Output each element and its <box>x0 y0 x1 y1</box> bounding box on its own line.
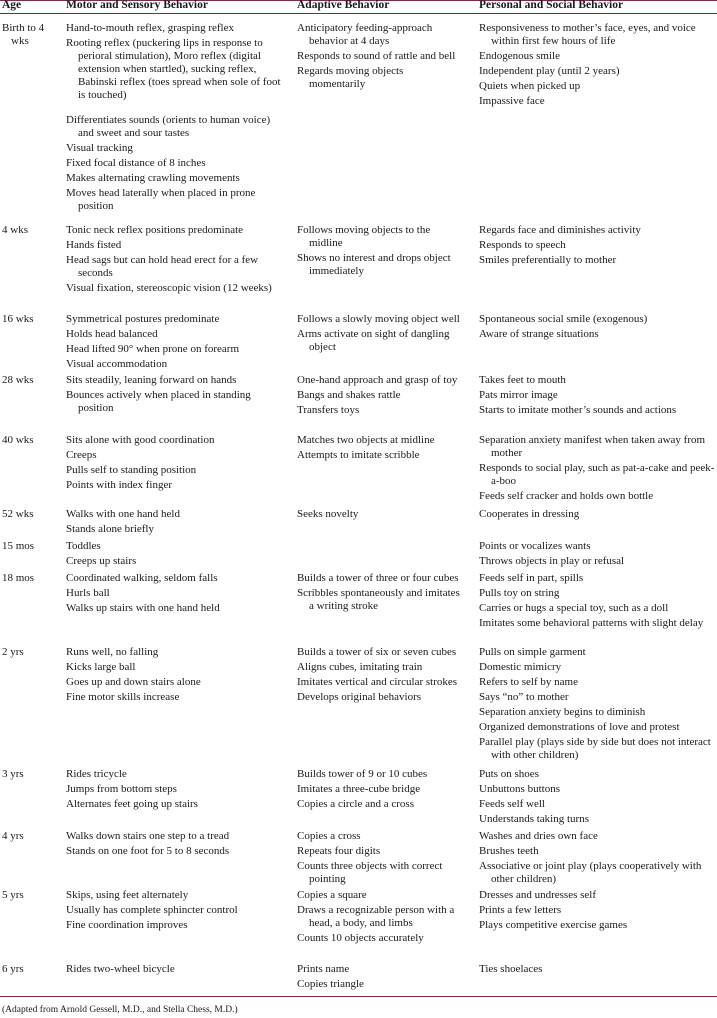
motor-item: Holds head balanced <box>66 328 158 340</box>
age-label: 4 yrs <box>2 830 24 842</box>
motor-item: Head sags but can hold head erect for a few seconds <box>66 254 259 279</box>
age-label: 15 mos <box>2 540 35 552</box>
motor-item: Creeps up stairs <box>66 555 137 567</box>
adaptive-item: Follows moving objects to the midline <box>297 224 431 249</box>
motor-item: Differentiates sounds (orients to human voice) and sweet and sour tastes <box>66 114 271 139</box>
personal-item: Points or vocalizes wants <box>479 540 591 552</box>
age-label: Birth to 4 wks <box>2 22 45 47</box>
motor-cell <box>66 889 282 934</box>
personal-item: Cooperates in dressing <box>479 508 580 520</box>
personal-item: Understands taking turns <box>479 813 589 825</box>
personal-item: Prints a few letters <box>479 904 562 916</box>
adaptive-item: Bangs and shakes rattle <box>297 389 401 401</box>
motor-item: Hurls ball <box>66 587 110 599</box>
personal-item: Endogenous smile <box>479 50 560 62</box>
personal-cell <box>479 22 715 110</box>
header-motor: Motor and Sensory Behavior <box>66 0 208 11</box>
age-cell <box>2 508 62 521</box>
personal-cell <box>479 889 715 934</box>
age-label: 40 wks <box>2 434 34 446</box>
motor-item: Walks with one hand held <box>66 508 180 520</box>
motor-cell <box>66 313 282 373</box>
age-cell <box>2 224 62 237</box>
adaptive-cell <box>297 22 460 93</box>
personal-item: Impassive face <box>479 95 545 107</box>
motor-item: Skips, using feet alternately <box>66 889 189 901</box>
motor-cell <box>66 508 282 538</box>
motor-item: Visual fixation, stereoscopic vision (12 weeks) <box>66 282 272 294</box>
adaptive-item: Builds a tower of three or four cubes <box>297 572 459 584</box>
adaptive-item: Scribbles spontaneously and imitates a writing stroke <box>297 587 460 612</box>
personal-item: Refers to self by name <box>479 676 578 688</box>
age-cell <box>2 963 62 976</box>
motor-cell <box>66 434 282 494</box>
motor-item: Rides two-wheel bicycle <box>66 963 175 975</box>
age-cell <box>2 434 62 447</box>
personal-item: Plays competitive exercise games <box>479 919 628 931</box>
adaptive-cell <box>297 313 460 356</box>
motor-item: Goes up and down stairs alone <box>66 676 201 688</box>
motor-item: Alternates feet going up stairs <box>66 798 198 810</box>
motor-item: Usually has complete sphincter control <box>66 904 238 916</box>
motor-item: Rooting reflex (puckering lips in response to perioral stimulation), Moro reflex (digital extension when startled), sucking reflex, Babinski reflex (toes spread when sole of foot is touched) <box>66 37 281 101</box>
adaptive-item: Repeats four digits <box>297 845 381 857</box>
personal-item: Domestic mimicry <box>479 661 562 673</box>
motor-item: Hands fisted <box>66 239 122 251</box>
adaptive-cell <box>297 830 460 888</box>
motor-cell <box>66 963 282 978</box>
personal-item: Starts to imitate mother’s sounds and actions <box>479 404 677 416</box>
adaptive-item: Matches two objects at midline <box>297 434 435 446</box>
age-label: 18 mos <box>2 572 35 584</box>
adaptive-item: Prints name <box>297 963 350 975</box>
adaptive-cell <box>297 768 460 813</box>
personal-item: Pats mirror image <box>479 389 558 401</box>
age-label: 3 yrs <box>2 768 24 780</box>
personal-item: Feeds self in part, spills <box>479 572 584 584</box>
motor-item: Kicks large ball <box>66 661 136 673</box>
personal-item: Aware of strange situations <box>479 328 599 340</box>
source-footnote: (Adapted from Arnold Gessell, M.D., and Stella Chess, M.D.) <box>2 1005 238 1015</box>
adaptive-item: Builds a tower of six or seven cubes <box>297 646 457 658</box>
age-label: 4 wks <box>2 224 28 236</box>
personal-cell <box>479 374 715 419</box>
personal-cell <box>479 830 715 888</box>
motor-item: Visual tracking <box>66 142 133 154</box>
personal-item: Regards face and diminishes activity <box>479 224 641 236</box>
motor-item: Hand-to-mouth reflex, grasping reflex <box>66 22 234 34</box>
age-cell <box>2 646 62 659</box>
motor-item: Sits alone with good coordination <box>66 434 215 446</box>
personal-cell <box>479 313 715 343</box>
personal-cell <box>479 224 715 269</box>
personal-item: Unbuttons buttons <box>479 783 560 795</box>
header-adaptive: Adaptive Behavior <box>297 0 390 11</box>
adaptive-item: Shows no interest and drops object immediately <box>297 252 451 277</box>
age-cell <box>2 374 62 387</box>
adaptive-cell <box>297 508 460 523</box>
personal-cell <box>479 540 715 570</box>
adaptive-item: Copies a square <box>297 889 367 901</box>
adaptive-item: Arms activate on sight of dangling object <box>297 328 450 353</box>
adaptive-item: One-hand approach and grasp of toy <box>297 374 458 386</box>
adaptive-item: Imitates vertical and circular strokes <box>297 676 458 688</box>
adaptive-cell <box>297 646 460 706</box>
motor-item: Moves head laterally when placed in prone position <box>66 187 256 212</box>
adaptive-item: Attempts to imitate scribble <box>297 449 420 461</box>
motor-item: Pulls self to standing position <box>66 464 197 476</box>
age-cell <box>2 572 62 585</box>
personal-item: Imitates some behavioral patterns with slight delay <box>479 617 704 629</box>
personal-item: Organized demonstrations of love and protest <box>479 721 680 733</box>
personal-item: Quiets when picked up <box>479 80 581 92</box>
personal-item: Washes and dries own face <box>479 830 598 842</box>
age-label: 2 yrs <box>2 646 24 658</box>
table-header-rule <box>0 13 717 14</box>
motor-cell <box>66 572 282 617</box>
adaptive-item: Follows a slowly moving object well <box>297 313 460 325</box>
motor-cell <box>66 646 282 706</box>
adaptive-cell <box>297 374 460 419</box>
adaptive-item: Develops original behaviors <box>297 691 422 703</box>
age-cell <box>2 889 62 902</box>
personal-item: Ties shoelaces <box>479 963 543 975</box>
adaptive-cell <box>297 572 460 615</box>
adaptive-item: Draws a recognizable person with a head, a body, and limbs <box>297 904 455 929</box>
header-personal: Personal and Social Behavior <box>479 0 624 11</box>
motor-item: Stands alone briefly <box>66 523 154 535</box>
adaptive-item: Seeks novelty <box>297 508 359 520</box>
adaptive-item: Copies a cross <box>297 830 361 842</box>
age-label: 6 yrs <box>2 963 24 975</box>
motor-item: Visual accommodation <box>66 358 168 370</box>
age-cell <box>2 540 62 553</box>
age-label: 5 yrs <box>2 889 24 901</box>
age-label: 52 wks <box>2 508 34 520</box>
personal-item: Takes feet to mouth <box>479 374 566 386</box>
adaptive-cell <box>297 224 460 280</box>
personal-cell <box>479 646 715 764</box>
personal-cell <box>479 963 715 978</box>
adaptive-item: Imitates a three-cube bridge <box>297 783 421 795</box>
personal-cell <box>479 572 715 632</box>
motor-cell <box>66 224 282 297</box>
adaptive-item: Builds tower of 9 or 10 cubes <box>297 768 428 780</box>
motor-item: Symmetrical postures predominate <box>66 313 220 325</box>
motor-item: Runs well, no falling <box>66 646 159 658</box>
personal-item: Pulls on simple garment <box>479 646 586 658</box>
motor-item: Head lifted 90° when prone on forearm <box>66 343 240 355</box>
table-bottom-rule <box>0 996 717 997</box>
personal-item: Says “no” to mother <box>479 691 569 703</box>
personal-item: Separation anxiety begins to diminish <box>479 706 646 718</box>
motor-cell <box>66 374 282 417</box>
adaptive-item: Copies triangle <box>297 978 364 990</box>
motor-item: Rides tricycle <box>66 768 127 780</box>
personal-item: Associative or joint play (plays cooperatively with other children) <box>479 860 702 885</box>
age-cell <box>2 830 62 843</box>
personal-item: Smiles preferentially to mother <box>479 254 617 266</box>
personal-item: Responsiveness to mother’s face, eyes, and voice within first few hours of life <box>479 22 696 47</box>
motor-item: Sits steadily, leaning forward on hands <box>66 374 237 386</box>
motor-item: Stands on one foot for 5 to 8 seconds <box>66 845 230 857</box>
motor-item: Bounces actively when placed in standing position <box>66 389 251 414</box>
motor-item: Coordinated walking, seldom falls <box>66 572 218 584</box>
motor-item: Points with index finger <box>66 479 173 491</box>
adaptive-item: Counts 10 objects accurately <box>297 932 424 944</box>
age-label: 16 wks <box>2 313 34 325</box>
motor-item: Walks up stairs with one hand held <box>66 602 220 614</box>
motor-item: Fixed focal distance of 8 inches <box>66 157 206 169</box>
personal-cell <box>479 508 715 523</box>
personal-item: Responds to social play, such as pat-a-cake and peek-a-boo <box>479 462 715 487</box>
personal-item: Dresses and undresses self <box>479 889 596 901</box>
motor-item: Fine motor skills increase <box>66 691 180 703</box>
adaptive-cell <box>297 889 460 947</box>
adaptive-item: Counts three objects with correct pointing <box>297 860 443 885</box>
adaptive-item: Aligns cubes, imitating train <box>297 661 423 673</box>
motor-item: Toddles <box>66 540 101 552</box>
motor-item: Makes alternating crawling movements <box>66 172 240 184</box>
adaptive-item: Transfers toys <box>297 404 360 416</box>
motor-item: Jumps from bottom steps <box>66 783 177 795</box>
personal-item: Puts on shoes <box>479 768 539 780</box>
personal-item: Parallel play (plays side by side but does not interact with other children) <box>479 736 711 761</box>
adaptive-item: Anticipatory feeding-approach behavior at 4 days <box>297 22 433 47</box>
personal-item: Feeds self cracker and holds own bottle <box>479 490 654 502</box>
personal-item: Throws objects in play or refusal <box>479 555 625 567</box>
motor-cell <box>66 22 282 215</box>
personal-item: Separation anxiety manifest when taken away from mother <box>479 434 706 459</box>
personal-item: Independent play (until 2 years) <box>479 65 620 77</box>
adaptive-cell <box>297 963 460 993</box>
personal-cell <box>479 434 715 505</box>
personal-item: Responds to speech <box>479 239 566 251</box>
personal-item: Carries or hugs a special toy, such as a doll <box>479 602 669 614</box>
personal-item: Pulls toy on string <box>479 587 560 599</box>
adaptive-cell <box>297 434 460 464</box>
age-cell <box>2 768 62 781</box>
adaptive-item: Responds to sound of rattle and bell <box>297 50 456 62</box>
adaptive-item: Copies a circle and a cross <box>297 798 414 810</box>
age-label: 28 wks <box>2 374 34 386</box>
motor-item: Tonic neck reflex positions predominate <box>66 224 244 236</box>
motor-item: Walks down stairs one step to a tread <box>66 830 230 842</box>
motor-item: Creeps <box>66 449 97 461</box>
personal-cell <box>479 768 715 828</box>
motor-cell <box>66 768 282 813</box>
motor-item: Fine coordination improves <box>66 919 188 931</box>
age-cell <box>2 22 62 48</box>
age-cell <box>2 313 62 326</box>
personal-item: Spontaneous social smile (exogenous) <box>479 313 648 325</box>
personal-item: Brushes teeth <box>479 845 539 857</box>
personal-item: Feeds self well <box>479 798 545 810</box>
motor-cell <box>66 830 282 860</box>
adaptive-item: Regards moving objects momentarily <box>297 65 404 90</box>
motor-cell <box>66 540 282 570</box>
header-age: Age <box>2 0 22 11</box>
